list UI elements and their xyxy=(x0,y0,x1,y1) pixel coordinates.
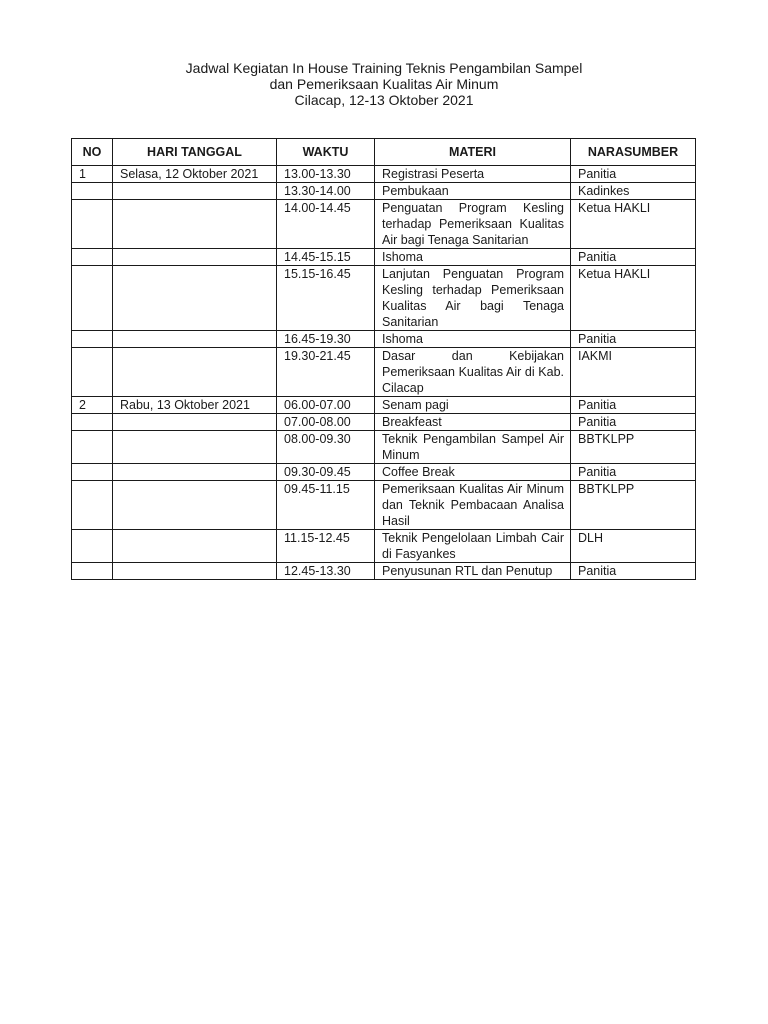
table-row xyxy=(72,348,696,397)
cell-narasumber: Panitia xyxy=(571,563,696,580)
cell-materi: Senam pagi xyxy=(375,397,571,414)
table-row xyxy=(72,464,696,481)
header-no: NO xyxy=(72,139,113,166)
table-row xyxy=(72,530,696,563)
cell-hari-tanggal xyxy=(113,563,277,580)
cell-waktu: 13.30-14.00 xyxy=(277,183,375,200)
table-row xyxy=(72,200,696,249)
cell-materi: Dasar dan Kebijakan Pemeriksaan Kualitas Air di Kab. Cilacap xyxy=(375,348,571,397)
cell-narasumber: Panitia xyxy=(571,331,696,348)
cell-no xyxy=(72,183,113,200)
header-waktu: WAKTU xyxy=(277,139,375,166)
cell-materi: Penguatan Program Kesling terhadap Pemeriksaan Kualitas Air bagi Tenaga Sanitarian xyxy=(375,200,571,249)
table-row xyxy=(72,266,696,331)
cell-no xyxy=(72,266,113,331)
header-materi: MATERI xyxy=(375,139,571,166)
cell-materi: Teknik Pengelolaan Limbah Cair di Fasyankes xyxy=(375,530,571,563)
cell-no xyxy=(72,249,113,266)
cell-hari-tanggal xyxy=(113,530,277,563)
cell-waktu: 11.15-12.45 xyxy=(277,530,375,563)
cell-waktu: 12.45-13.30 xyxy=(277,563,375,580)
cell-waktu: 14.45-15.15 xyxy=(277,249,375,266)
table-row xyxy=(72,563,696,580)
cell-hari-tanggal xyxy=(113,266,277,331)
cell-no: 2 xyxy=(72,397,113,414)
cell-no xyxy=(72,414,113,431)
table-row xyxy=(72,183,696,200)
cell-waktu: 14.00-14.45 xyxy=(277,200,375,249)
table-row xyxy=(72,414,696,431)
cell-no xyxy=(72,331,113,348)
cell-materi: Registrasi Peserta xyxy=(375,166,571,183)
schedule-table xyxy=(71,138,696,580)
table-row xyxy=(72,166,696,183)
cell-narasumber: Panitia xyxy=(571,397,696,414)
cell-waktu: 16.45-19.30 xyxy=(277,331,375,348)
cell-hari-tanggal xyxy=(113,331,277,348)
cell-narasumber: Ketua HAKLI xyxy=(571,266,696,331)
cell-narasumber: DLH xyxy=(571,530,696,563)
cell-no xyxy=(72,530,113,563)
cell-hari-tanggal: Rabu, 13 Oktober 2021 xyxy=(113,397,277,414)
cell-waktu: 09.30-09.45 xyxy=(277,464,375,481)
cell-waktu: 13.00-13.30 xyxy=(277,166,375,183)
cell-narasumber: BBTKLPP xyxy=(571,431,696,464)
cell-materi: Lanjutan Penguatan Program Kesling terhadap Pemeriksaan Kualitas Air bagi Tenaga Sanitarian xyxy=(375,266,571,331)
table-header-row xyxy=(72,139,696,166)
table-row xyxy=(72,249,696,266)
cell-narasumber: Ketua HAKLI xyxy=(571,200,696,249)
cell-waktu: 07.00-08.00 xyxy=(277,414,375,431)
cell-materi: Breakfeast xyxy=(375,414,571,431)
header-narasumber: NARASUMBER xyxy=(571,139,696,166)
table-row xyxy=(72,331,696,348)
cell-narasumber: IAKMI xyxy=(571,348,696,397)
cell-no xyxy=(72,200,113,249)
cell-hari-tanggal xyxy=(113,464,277,481)
cell-hari-tanggal xyxy=(113,249,277,266)
cell-no xyxy=(72,348,113,397)
cell-hari-tanggal: Selasa, 12 Oktober 2021 xyxy=(113,166,277,183)
cell-waktu: 15.15-16.45 xyxy=(277,266,375,331)
cell-narasumber: Panitia xyxy=(571,464,696,481)
cell-no xyxy=(72,563,113,580)
cell-hari-tanggal xyxy=(113,200,277,249)
cell-waktu: 08.00-09.30 xyxy=(277,431,375,464)
cell-hari-tanggal xyxy=(113,414,277,431)
cell-no xyxy=(72,481,113,530)
title-line-3: Cilacap, 12-13 Oktober 2021 xyxy=(294,92,474,108)
cell-narasumber: Kadinkes xyxy=(571,183,696,200)
cell-materi: Coffee Break xyxy=(375,464,571,481)
cell-materi: Penyusunan RTL dan Penutup xyxy=(375,563,571,580)
cell-waktu: 09.45-11.15 xyxy=(277,481,375,530)
cell-materi: Ishoma xyxy=(375,249,571,266)
cell-hari-tanggal xyxy=(113,431,277,464)
table-row xyxy=(72,397,696,414)
cell-waktu: 19.30-21.45 xyxy=(277,348,375,397)
document-title xyxy=(0,60,768,108)
cell-materi: Ishoma xyxy=(375,331,571,348)
cell-hari-tanggal xyxy=(113,481,277,530)
cell-waktu: 06.00-07.00 xyxy=(277,397,375,414)
table-row xyxy=(72,431,696,464)
cell-narasumber: Panitia xyxy=(571,166,696,183)
cell-materi: Pembukaan xyxy=(375,183,571,200)
header-hari-tanggal: HARI TANGGAL xyxy=(113,139,277,166)
cell-no xyxy=(72,464,113,481)
title-line-2: dan Pemeriksaan Kualitas Air Minum xyxy=(269,76,499,92)
cell-hari-tanggal xyxy=(113,183,277,200)
table-row xyxy=(72,481,696,530)
cell-narasumber: Panitia xyxy=(571,414,696,431)
cell-narasumber: Panitia xyxy=(571,249,696,266)
cell-materi: Pemeriksaan Kualitas Air Minum dan Teknik Pembacaan Analisa Hasil xyxy=(375,481,571,530)
cell-no xyxy=(72,431,113,464)
cell-materi: Teknik Pengambilan Sampel Air Minum xyxy=(375,431,571,464)
title-line-1: Jadwal Kegiatan In House Training Teknis Pengambilan Sampel xyxy=(185,60,583,76)
cell-no: 1 xyxy=(72,166,113,183)
cell-narasumber: BBTKLPP xyxy=(571,481,696,530)
cell-hari-tanggal xyxy=(113,348,277,397)
